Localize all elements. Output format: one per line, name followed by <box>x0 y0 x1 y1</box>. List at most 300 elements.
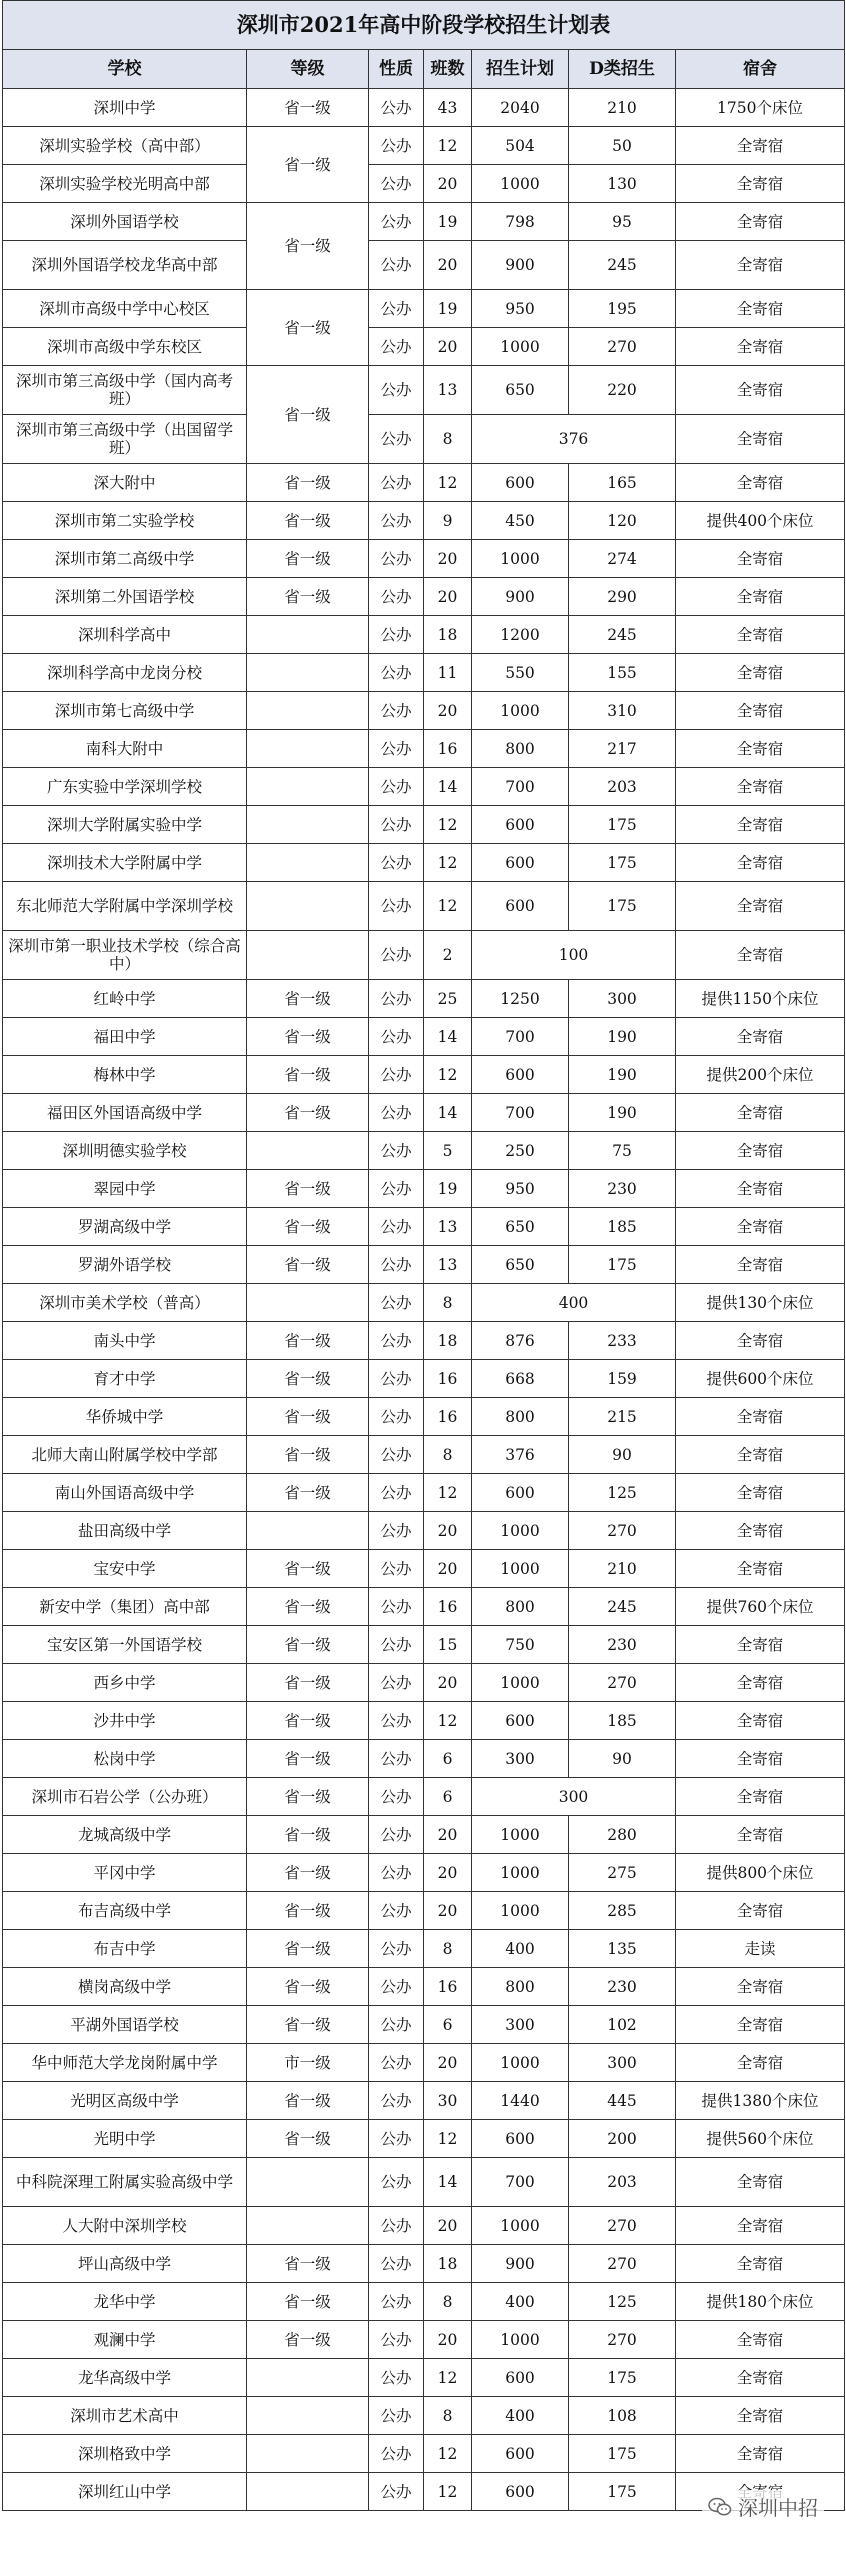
dorm-cell: 全寄宿 <box>676 1322 845 1360</box>
dorm-cell: 全寄宿 <box>676 2158 845 2207</box>
enrollment-table <box>2 0 845 2511</box>
dorm-cell: 全寄宿 <box>676 1170 845 1208</box>
school-name-cell: 东北师范大学附属中学深圳学校 <box>3 882 247 931</box>
header-school: 学校 <box>3 50 247 89</box>
dorm-cell: 全寄宿 <box>676 1398 845 1436</box>
school-name-cell: 布吉高级中学 <box>3 1892 247 1930</box>
school-name-cell: 深圳科学高中 <box>3 616 247 654</box>
plan-cell: 800 <box>472 730 569 768</box>
classes-cell: 20 <box>424 1512 472 1550</box>
merged-plan-cell: 300 <box>472 1778 676 1816</box>
plan-cell: 450 <box>472 502 569 540</box>
classes-cell: 20 <box>424 2321 472 2359</box>
nature-cell: 公办 <box>369 2158 424 2207</box>
header-level: 等级 <box>247 50 369 89</box>
school-name-cell: 红岭中学 <box>3 980 247 1018</box>
plan-cell: 700 <box>472 1018 569 1056</box>
level-cell <box>247 2397 369 2435</box>
classes-cell: 8 <box>424 1930 472 1968</box>
school-name-cell: 罗湖外语学校 <box>3 1246 247 1284</box>
level-cell <box>247 616 369 654</box>
level-cell: 省一级 <box>247 1854 369 1892</box>
classes-cell: 13 <box>424 366 472 415</box>
table-row <box>3 1056 845 1094</box>
plan-cell: 1000 <box>472 2321 569 2359</box>
plan-cell: 600 <box>472 1056 569 1094</box>
school-name-cell: 南山外国语高级中学 <box>3 1474 247 1512</box>
school-name-cell: 深圳外国语学校 <box>3 203 247 241</box>
nature-cell: 公办 <box>369 1854 424 1892</box>
nature-cell: 公办 <box>369 127 424 165</box>
school-name-cell: 坪山高级中学 <box>3 2245 247 2283</box>
dorm-cell: 全寄宿 <box>676 165 845 203</box>
classes-cell: 20 <box>424 1816 472 1854</box>
classes-cell: 19 <box>424 1170 472 1208</box>
classes-cell: 12 <box>424 2120 472 2158</box>
table-row <box>3 1778 845 1816</box>
school-name-cell: 深圳技术大学附属中学 <box>3 844 247 882</box>
d-quota-cell: 195 <box>569 290 676 328</box>
table-row <box>3 1246 845 1284</box>
dorm-cell: 全寄宿 <box>676 415 845 464</box>
nature-cell: 公办 <box>369 844 424 882</box>
classes-cell: 25 <box>424 980 472 1018</box>
d-quota-cell: 159 <box>569 1360 676 1398</box>
plan-cell: 800 <box>472 1398 569 1436</box>
table-row <box>3 1284 845 1322</box>
school-name-cell: 华侨城中学 <box>3 1398 247 1436</box>
dorm-cell: 全寄宿 <box>676 806 845 844</box>
dorm-cell: 全寄宿 <box>676 1436 845 1474</box>
plan-cell: 800 <box>472 1588 569 1626</box>
nature-cell: 公办 <box>369 2435 424 2473</box>
school-name-cell: 深圳中学 <box>3 89 247 127</box>
dorm-cell: 全寄宿 <box>676 1132 845 1170</box>
dorm-cell: 提供200个床位 <box>676 1056 845 1094</box>
table-row <box>3 654 845 692</box>
plan-cell: 400 <box>472 2283 569 2321</box>
dorm-cell: 全寄宿 <box>676 1018 845 1056</box>
dorm-cell: 全寄宿 <box>676 127 845 165</box>
nature-cell: 公办 <box>369 1588 424 1626</box>
d-quota-cell: 175 <box>569 806 676 844</box>
d-quota-cell: 108 <box>569 2397 676 2435</box>
school-name-cell: 光明中学 <box>3 2120 247 2158</box>
plan-cell: 950 <box>472 290 569 328</box>
nature-cell: 公办 <box>369 540 424 578</box>
nature-cell: 公办 <box>369 203 424 241</box>
nature-cell: 公办 <box>369 2245 424 2283</box>
nature-cell: 公办 <box>369 882 424 931</box>
plan-cell: 600 <box>472 2120 569 2158</box>
d-quota-cell: 245 <box>569 241 676 290</box>
table-row <box>3 89 845 127</box>
table-row <box>3 616 845 654</box>
plan-cell: 1000 <box>472 165 569 203</box>
table-row <box>3 1968 845 2006</box>
nature-cell: 公办 <box>369 1094 424 1132</box>
nature-cell: 公办 <box>369 165 424 203</box>
plan-cell: 2040 <box>472 89 569 127</box>
nature-cell: 公办 <box>369 1664 424 1702</box>
dorm-cell: 全寄宿 <box>676 2435 845 2473</box>
level-cell: 省一级 <box>247 1968 369 2006</box>
plan-cell: 600 <box>472 464 569 502</box>
plan-cell: 376 <box>472 1436 569 1474</box>
dorm-cell: 走读 <box>676 1930 845 1968</box>
level-cell <box>247 1132 369 1170</box>
plan-cell: 1000 <box>472 1550 569 1588</box>
classes-cell: 8 <box>424 415 472 464</box>
plan-cell: 700 <box>472 768 569 806</box>
classes-cell: 18 <box>424 616 472 654</box>
nature-cell: 公办 <box>369 2120 424 2158</box>
d-quota-cell: 90 <box>569 1740 676 1778</box>
watermark-text: 深圳中招 <box>738 2496 818 2520</box>
table-row <box>3 1550 845 1588</box>
classes-cell: 12 <box>424 2359 472 2397</box>
table-row <box>3 730 845 768</box>
nature-cell: 公办 <box>369 1816 424 1854</box>
plan-cell: 600 <box>472 844 569 882</box>
level-cell: 省一级 <box>247 1626 369 1664</box>
table-row <box>3 1626 845 1664</box>
dorm-cell: 全寄宿 <box>676 1702 845 1740</box>
dorm-cell: 全寄宿 <box>676 2006 845 2044</box>
table-row <box>3 2245 845 2283</box>
classes-cell: 16 <box>424 1968 472 2006</box>
plan-cell: 250 <box>472 1132 569 1170</box>
plan-cell: 600 <box>472 882 569 931</box>
plan-cell: 950 <box>472 1170 569 1208</box>
table-row <box>3 2359 845 2397</box>
level-cell: 省一级 <box>247 2082 369 2120</box>
plan-cell: 550 <box>472 654 569 692</box>
nature-cell: 公办 <box>369 654 424 692</box>
classes-cell: 20 <box>424 1550 472 1588</box>
nature-cell: 公办 <box>369 2321 424 2359</box>
table-row <box>3 768 845 806</box>
d-quota-cell: 245 <box>569 616 676 654</box>
d-quota-cell: 125 <box>569 1474 676 1512</box>
table-row <box>3 1930 845 1968</box>
nature-cell: 公办 <box>369 1626 424 1664</box>
d-quota-cell: 233 <box>569 1322 676 1360</box>
table-row <box>3 127 845 165</box>
dorm-cell: 提供1150个床位 <box>676 980 845 1018</box>
table-row <box>3 328 845 366</box>
level-cell: 省一级 <box>247 578 369 616</box>
dorm-cell: 全寄宿 <box>676 1512 845 1550</box>
d-quota-cell: 215 <box>569 1398 676 1436</box>
level-cell <box>247 768 369 806</box>
dorm-cell: 提供1380个床位 <box>676 2082 845 2120</box>
school-name-cell: 宝安区第一外国语学校 <box>3 1626 247 1664</box>
nature-cell: 公办 <box>369 1170 424 1208</box>
nature-cell: 公办 <box>369 2006 424 2044</box>
classes-cell: 13 <box>424 1208 472 1246</box>
d-quota-cell: 445 <box>569 2082 676 2120</box>
table-row <box>3 692 845 730</box>
level-cell <box>247 730 369 768</box>
plan-cell: 1000 <box>472 2044 569 2082</box>
nature-cell: 公办 <box>369 366 424 415</box>
school-name-cell: 横岗高级中学 <box>3 1968 247 2006</box>
level-cell: 省一级 <box>247 89 369 127</box>
classes-cell: 43 <box>424 89 472 127</box>
wechat-icon <box>708 2497 732 2517</box>
d-quota-cell: 270 <box>569 2321 676 2359</box>
school-name-cell: 福田中学 <box>3 1018 247 1056</box>
level-cell: 省一级 <box>247 1018 369 1056</box>
d-quota-cell: 285 <box>569 1892 676 1930</box>
classes-cell: 20 <box>424 1892 472 1930</box>
table-row <box>3 502 845 540</box>
level-cell: 省一级 <box>247 980 369 1018</box>
dorm-cell: 提供130个床位 <box>676 1284 845 1322</box>
d-quota-cell: 203 <box>569 768 676 806</box>
classes-cell: 19 <box>424 203 472 241</box>
level-cell <box>247 2435 369 2473</box>
dorm-cell: 全寄宿 <box>676 241 845 290</box>
d-quota-cell: 270 <box>569 2245 676 2283</box>
merged-plan-cell: 100 <box>472 931 676 980</box>
d-quota-cell: 175 <box>569 882 676 931</box>
classes-cell: 12 <box>424 1474 472 1512</box>
dorm-cell: 全寄宿 <box>676 2359 845 2397</box>
level-cell <box>247 1284 369 1322</box>
dorm-cell: 全寄宿 <box>676 1208 845 1246</box>
dorm-cell: 全寄宿 <box>676 1968 845 2006</box>
nature-cell: 公办 <box>369 1474 424 1512</box>
plan-cell: 1000 <box>472 540 569 578</box>
classes-cell: 20 <box>424 1854 472 1892</box>
classes-cell: 16 <box>424 1360 472 1398</box>
nature-cell: 公办 <box>369 502 424 540</box>
nature-cell: 公办 <box>369 2359 424 2397</box>
dorm-cell: 全寄宿 <box>676 328 845 366</box>
plan-cell: 798 <box>472 203 569 241</box>
school-name-cell: 龙华中学 <box>3 2283 247 2321</box>
table-row <box>3 844 845 882</box>
plan-cell: 400 <box>472 2397 569 2435</box>
level-cell: 省一级 <box>247 1664 369 1702</box>
dorm-cell: 全寄宿 <box>676 1550 845 1588</box>
school-name-cell: 深圳外国语学校龙华高中部 <box>3 241 247 290</box>
nature-cell: 公办 <box>369 980 424 1018</box>
table-row <box>3 1436 845 1474</box>
table-title: 深圳市2021年高中阶段学校招生计划表 <box>2 0 845 49</box>
d-quota-cell: 220 <box>569 366 676 415</box>
school-name-cell: 深圳市第二实验学校 <box>3 502 247 540</box>
table-row <box>3 1018 845 1056</box>
table-row <box>3 2158 845 2207</box>
nature-cell: 公办 <box>369 578 424 616</box>
nature-cell: 公办 <box>369 89 424 127</box>
school-name-cell: 盐田高级中学 <box>3 1512 247 1550</box>
plan-cell: 900 <box>472 2245 569 2283</box>
table-row <box>3 1702 845 1740</box>
d-quota-cell: 120 <box>569 502 676 540</box>
nature-cell: 公办 <box>369 1208 424 1246</box>
table-row <box>3 1854 845 1892</box>
nature-cell: 公办 <box>369 806 424 844</box>
table-row <box>3 540 845 578</box>
nature-cell: 公办 <box>369 1132 424 1170</box>
plan-cell: 1000 <box>472 328 569 366</box>
school-name-cell: 深圳第二外国语学校 <box>3 578 247 616</box>
d-quota-cell: 270 <box>569 1512 676 1550</box>
plan-cell: 1000 <box>472 1512 569 1550</box>
classes-cell: 20 <box>424 328 472 366</box>
dorm-cell: 全寄宿 <box>676 1816 845 1854</box>
table-row <box>3 366 845 415</box>
dorm-cell: 全寄宿 <box>676 931 845 980</box>
level-cell <box>247 806 369 844</box>
level-cell: 省一级 <box>247 502 369 540</box>
school-name-cell: 深圳科学高中龙岗分校 <box>3 654 247 692</box>
d-quota-cell: 217 <box>569 730 676 768</box>
classes-cell: 20 <box>424 165 472 203</box>
plan-cell: 600 <box>472 2435 569 2473</box>
school-name-cell: 深圳明德实验学校 <box>3 1132 247 1170</box>
dorm-cell: 全寄宿 <box>676 768 845 806</box>
dorm-cell: 全寄宿 <box>676 578 845 616</box>
level-cell: 省一级 <box>247 2006 369 2044</box>
plan-cell: 600 <box>472 1474 569 1512</box>
dorm-cell: 全寄宿 <box>676 1474 845 1512</box>
nature-cell: 公办 <box>369 1778 424 1816</box>
classes-cell: 13 <box>424 1246 472 1284</box>
dorm-cell: 全寄宿 <box>676 616 845 654</box>
table-row <box>3 1588 845 1626</box>
school-name-cell: 深圳实验学校光明高中部 <box>3 165 247 203</box>
plan-cell: 800 <box>472 1968 569 2006</box>
merged-plan-cell: 400 <box>472 1284 676 1322</box>
plan-cell: 600 <box>472 806 569 844</box>
nature-cell: 公办 <box>369 1360 424 1398</box>
level-cell: 省一级 <box>247 1930 369 1968</box>
school-name-cell: 福田区外国语高级中学 <box>3 1094 247 1132</box>
plan-cell: 1000 <box>472 1664 569 1702</box>
classes-cell: 8 <box>424 1436 472 1474</box>
school-name-cell: 深圳实验学校（高中部） <box>3 127 247 165</box>
d-quota-cell: 270 <box>569 1664 676 1702</box>
d-quota-cell: 270 <box>569 2207 676 2245</box>
school-name-cell: 梅林中学 <box>3 1056 247 1094</box>
table-row <box>3 1170 845 1208</box>
dorm-cell: 全寄宿 <box>676 1094 845 1132</box>
nature-cell: 公办 <box>369 730 424 768</box>
dorm-cell: 全寄宿 <box>676 1778 845 1816</box>
d-quota-cell: 300 <box>569 980 676 1018</box>
level-cell <box>247 2473 369 2511</box>
plan-cell: 650 <box>472 1208 569 1246</box>
plan-cell: 876 <box>472 1322 569 1360</box>
dorm-cell: 全寄宿 <box>676 654 845 692</box>
level-cell: 省一级 <box>247 2283 369 2321</box>
table-row <box>3 2006 845 2044</box>
table-row <box>3 165 845 203</box>
level-cell: 市一级 <box>247 2044 369 2082</box>
nature-cell: 公办 <box>369 241 424 290</box>
school-name-cell: 罗湖高级中学 <box>3 1208 247 1246</box>
dorm-cell: 全寄宿 <box>676 366 845 415</box>
classes-cell: 16 <box>424 1398 472 1436</box>
header-classes: 班数 <box>424 50 472 89</box>
plan-cell: 600 <box>472 1702 569 1740</box>
nature-cell: 公办 <box>369 1246 424 1284</box>
d-quota-cell: 95 <box>569 203 676 241</box>
dorm-cell: 提供600个床位 <box>676 1360 845 1398</box>
dorm-cell: 全寄宿 <box>676 1626 845 1664</box>
header-dorm: 宿舍 <box>676 50 845 89</box>
school-name-cell: 育才中学 <box>3 1360 247 1398</box>
dorm-cell: 提供400个床位 <box>676 502 845 540</box>
nature-cell: 公办 <box>369 1512 424 1550</box>
table-row <box>3 882 845 931</box>
classes-cell: 12 <box>424 844 472 882</box>
classes-cell: 2 <box>424 931 472 980</box>
classes-cell: 8 <box>424 2397 472 2435</box>
table-row <box>3 1132 845 1170</box>
nature-cell: 公办 <box>369 464 424 502</box>
classes-cell: 20 <box>424 692 472 730</box>
dorm-cell: 全寄宿 <box>676 2044 845 2082</box>
level-cell: 省一级 <box>247 290 369 366</box>
classes-cell: 14 <box>424 1094 472 1132</box>
dorm-cell: 全寄宿 <box>676 1664 845 1702</box>
nature-cell: 公办 <box>369 1550 424 1588</box>
school-name-cell: 深圳市第三高级中学（国内高考班） <box>3 366 247 415</box>
d-quota-cell: 190 <box>569 1056 676 1094</box>
plan-cell: 400 <box>472 1930 569 1968</box>
level-cell: 省一级 <box>247 366 369 464</box>
dorm-cell: 全寄宿 <box>676 844 845 882</box>
school-name-cell: 广东实验中学深圳学校 <box>3 768 247 806</box>
header-row <box>3 50 845 89</box>
d-quota-cell: 280 <box>569 1816 676 1854</box>
level-cell <box>247 2158 369 2207</box>
d-quota-cell: 290 <box>569 578 676 616</box>
plan-cell: 650 <box>472 1246 569 1284</box>
d-quota-cell: 175 <box>569 844 676 882</box>
d-quota-cell: 274 <box>569 540 676 578</box>
nature-cell: 公办 <box>369 1930 424 1968</box>
plan-cell: 750 <box>472 1626 569 1664</box>
level-cell <box>247 2207 369 2245</box>
table-row <box>3 1740 845 1778</box>
table-row <box>3 1322 845 1360</box>
table-row <box>3 241 845 290</box>
classes-cell: 6 <box>424 2006 472 2044</box>
plan-cell: 1440 <box>472 2082 569 2120</box>
classes-cell: 16 <box>424 1588 472 1626</box>
table-row <box>3 2207 845 2245</box>
nature-cell: 公办 <box>369 616 424 654</box>
plan-cell: 300 <box>472 1740 569 1778</box>
classes-cell: 14 <box>424 1018 472 1056</box>
level-cell: 省一级 <box>247 127 369 203</box>
table-row <box>3 1892 845 1930</box>
school-name-cell: 深圳市第二高级中学 <box>3 540 247 578</box>
plan-cell: 900 <box>472 241 569 290</box>
d-quota-cell: 135 <box>569 1930 676 1968</box>
level-cell: 省一级 <box>247 1702 369 1740</box>
nature-cell: 公办 <box>369 2397 424 2435</box>
table-row <box>3 578 845 616</box>
school-name-cell: 平湖外国语学校 <box>3 2006 247 2044</box>
